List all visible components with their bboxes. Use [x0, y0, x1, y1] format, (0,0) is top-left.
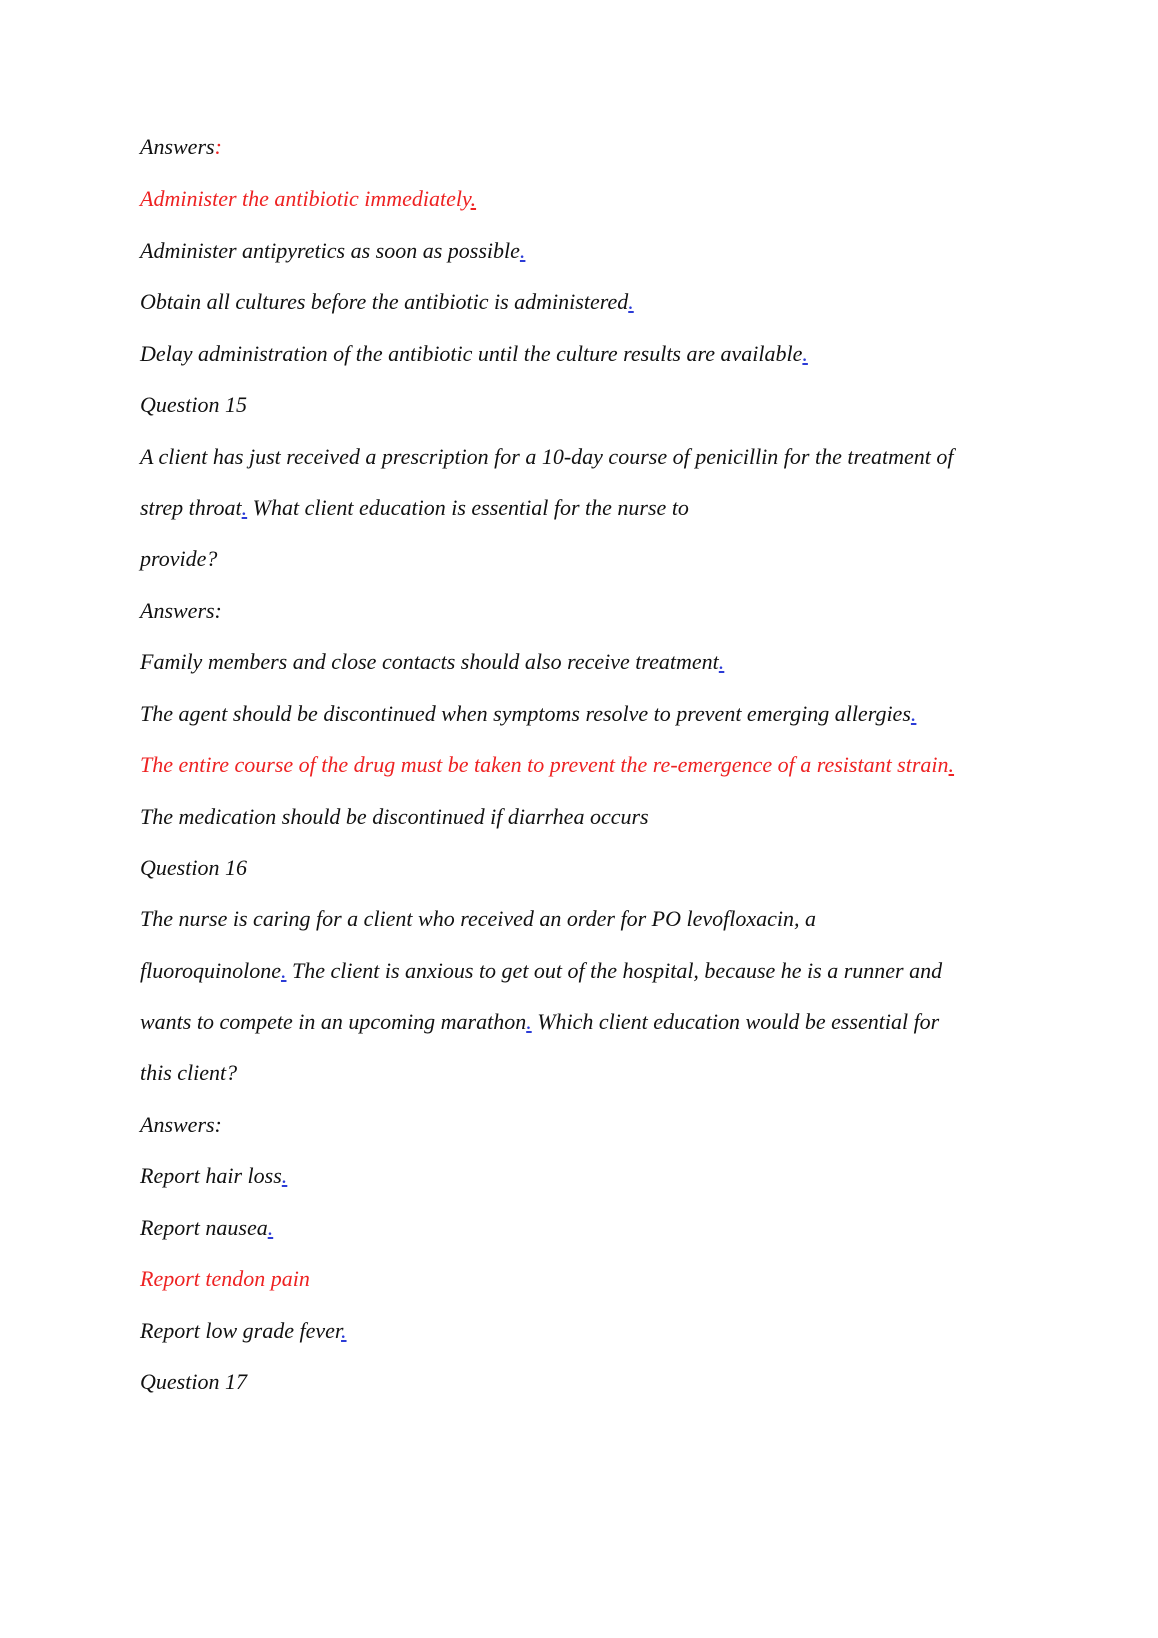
q16-stem-line-3: wants to compete in an upcoming marathon. Which client education would be essential for — [140, 1009, 940, 1034]
q16-option-2: Report nausea. — [140, 1215, 274, 1240]
q16-stem-line-2: fluoroquinolone. The client is anxious to get out of the hospital, because he is a runner and — [140, 958, 943, 983]
q16-option-4: Report low grade fever. — [140, 1318, 347, 1343]
question-16-title: Question 16 — [140, 855, 247, 880]
question-17-title: Question 17 — [140, 1369, 247, 1394]
q15-stem-line-2: strep throat. What client education is essential for the nurse to — [140, 495, 689, 520]
q16-answers-label: Answers: — [140, 1112, 222, 1137]
q14-option-2: Administer antipyretics as soon as possible. — [140, 238, 526, 263]
question-15-title: Question 15 — [140, 392, 247, 417]
q14-option-4: Delay administration of the antibiotic until the culture results are available. — [140, 341, 808, 366]
q14-option-1-correct: Administer the antibiotic immediately. — [140, 186, 477, 211]
q14-answers-label: Answers: — [140, 134, 222, 159]
q16-option-3-correct: Report tendon pain — [140, 1266, 310, 1291]
q15-stem-line-1: A client has just received a prescription for a 10-day course of penicillin for the treatment of — [140, 444, 954, 469]
q16-stem-line-4: this client? — [140, 1060, 238, 1085]
q16-stem-line-1: The nurse is caring for a client who received an order for PO levofloxacin, a — [140, 906, 816, 931]
q15-stem-line-3: provide? — [140, 546, 218, 571]
q15-option-1: Family members and close contacts should also receive treatment. — [140, 649, 725, 674]
q15-option-4: The medication should be discontinued if diarrhea occurs — [140, 804, 649, 829]
q15-option-2: The agent should be discontinued when symptoms resolve to prevent emerging allergies. — [140, 701, 917, 726]
q15-answers-label: Answers: — [140, 598, 222, 623]
q16-option-1: Report hair loss. — [140, 1163, 288, 1188]
q15-option-3-correct: The entire course of the drug must be taken to prevent the re-emergence of a resistant strain. — [140, 752, 955, 777]
q14-option-3: Obtain all cultures before the antibiotic is administered. — [140, 289, 634, 314]
